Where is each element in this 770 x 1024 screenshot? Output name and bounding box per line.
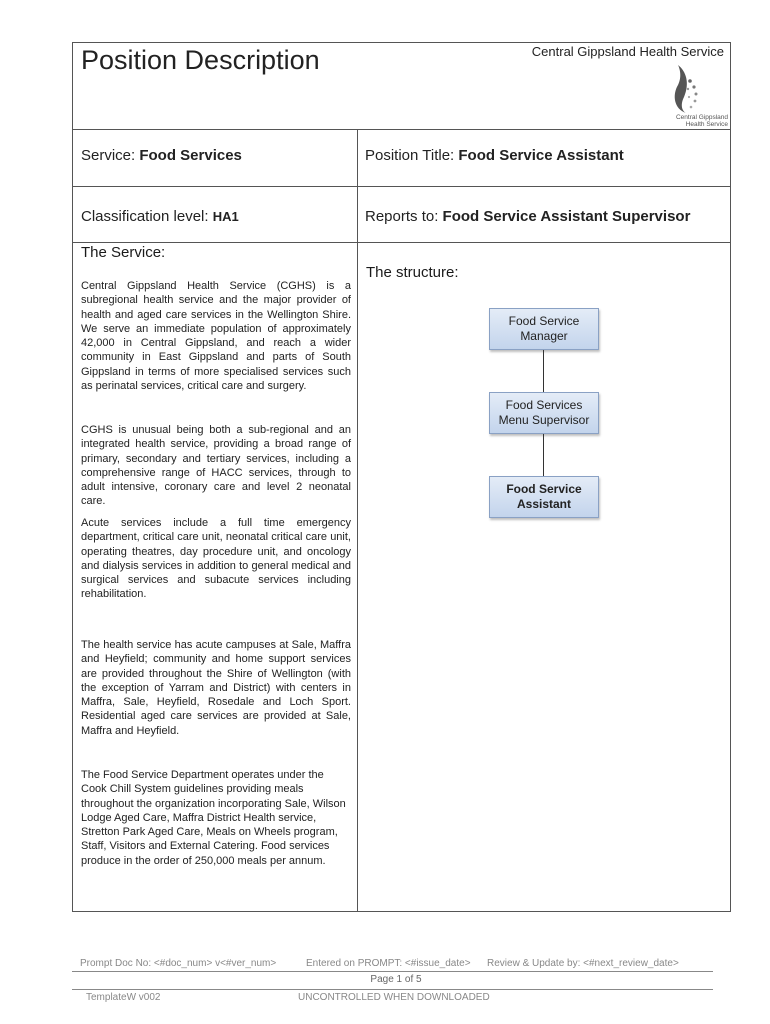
service-paragraph-4: The health service has acute campuses at Sale, Maffra and Heyfield; community and home support services are provided throughout the Shire of Wellington (with the exception of Yarram and District) with centers in Maffra, Sale, Heyfield, Rosedale and Loch Sport. Residential aged care services are provided at Sale, Maffra and Heyfield. <box>81 639 351 737</box>
service-value: Food Services <box>139 147 242 164</box>
reports-to-value: Food Service Assistant Supervisor <box>442 208 691 225</box>
org-box-menu-supervisor: Food Services Menu Supervisor <box>489 392 599 434</box>
svg-text:Health Service: Health Service <box>685 121 728 128</box>
org-box-food-service-manager: Food Service Manager <box>489 308 599 350</box>
template-version: TemplateW v002 <box>86 992 161 1003</box>
service-paragraph-5: The Food Service Department operates under the Cook Chill System guidelines providing meals throughout the organization incorporating Sale, Wilson Lodge Aged Care, Maffra District Health service, Stretton Park Aged Care, Meals on Wheels program, Staff, Visitors and External Catering. Food services produce in the order of 250,000 meals per annum. <box>81 769 346 867</box>
service-section <box>73 242 357 912</box>
classification-value: HA1 <box>212 209 239 224</box>
entered-on: Entered on PROMPT: <#issue_date> <box>306 958 471 969</box>
classification-field: Classification level: HA1 <box>81 208 239 225</box>
position-title-value: Food Service Assistant <box>458 147 624 164</box>
org-box-food-service-assistant: Food Service Assistant <box>489 476 599 518</box>
doc-number: Prompt Doc No: <#doc_num> v<#ver_num> <box>80 958 277 969</box>
service-paragraph-2: CGHS is unusual being both a sub-regional and an integrated health service, providing a broad range of primary, secondary and tertiary services, including a comprehensive range of HACC services, through to adult intensive, coronary care and level 2 neonatal care. <box>81 424 351 508</box>
structure-section <box>358 242 730 912</box>
uncontrolled-notice: UNCONTROLLED WHEN DOWNLOADED <box>298 992 490 1003</box>
footer-divider <box>72 989 713 990</box>
page-number: Page 1 of 5 <box>370 974 422 985</box>
service-heading: The Service: <box>81 244 166 261</box>
service-field: Service: Food Services <box>81 147 242 164</box>
footer-divider <box>72 971 713 972</box>
position-description-table <box>72 42 731 912</box>
org-connector <box>543 434 544 476</box>
position-title-field: Position Title: Food Service Assistant <box>365 147 624 164</box>
cghs-logo <box>660 61 730 129</box>
reports-to-field: Reports to: Food Service Assistant Supervisor <box>365 208 691 225</box>
page-title: Position Description <box>81 45 320 75</box>
svg-text:Central Gippsland: Central Gippsland <box>675 114 728 121</box>
org-connector <box>543 350 544 392</box>
service-paragraph-1: Central Gippsland Health Service (CGHS) is a subregional health service and the major provider of health and aged care services in the Wellington Shire. We serve an immediate population of approximately 42,000 in Central Gippsland, and reach a wider community in East Gippsland and parts of South Gippsland in terms of more specialised services such as perinatal services, critical care and surgery. <box>81 280 351 393</box>
org-name: Central Gippsland Health Service <box>531 44 724 59</box>
service-paragraph-3: Acute services include a full time emergency department, critical care unit, neonatal critical care unit, operating theatres, day procedure unit, and oncology and dialysis services in addition to general medical and surgical services and subacute services including rehabilitation. <box>81 517 351 601</box>
review-date: Review & Update by: <#next_review_date> <box>487 958 679 969</box>
structure-heading: The structure: <box>366 264 459 281</box>
